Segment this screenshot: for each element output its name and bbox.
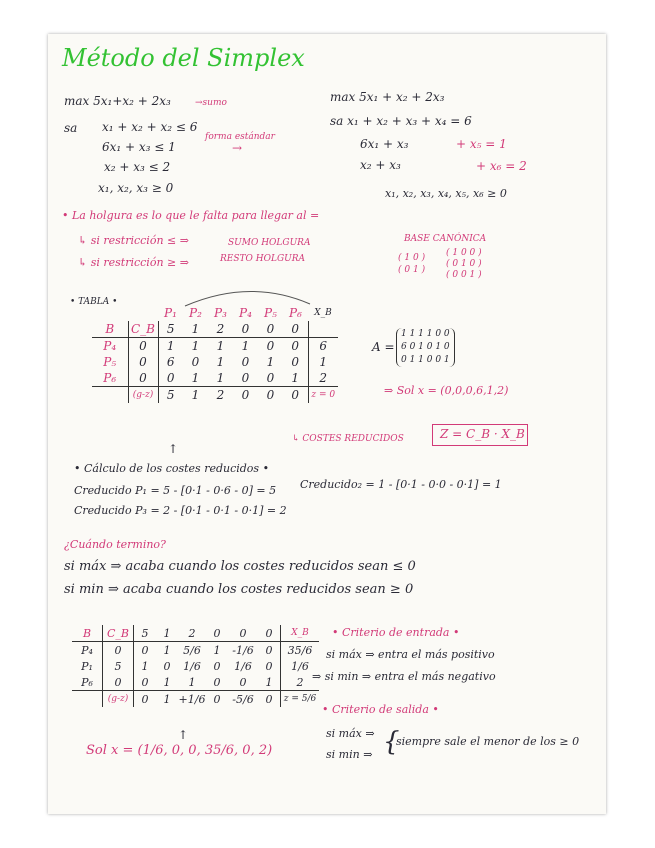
termino-max: si máx ⇒ acaba cuando los costes reducidos sean ≤ 0 [64, 559, 416, 574]
cost-cell: 2 [216, 322, 225, 336]
table-cell: 0 [239, 675, 247, 689]
row-basis: P₆ [81, 675, 93, 689]
table-cell: 0 [266, 339, 275, 353]
table-cell: 0 [134, 674, 157, 691]
calculo-line-1: Creducido P₁ = 5 - [0·1 - 0·6 - 0] = 5 [74, 484, 277, 497]
left-nonnegativity: x₁, x₂, x₃ ≥ 0 [98, 181, 174, 195]
table-cell: 0 [291, 355, 300, 369]
table-cell: 1 [191, 339, 200, 353]
base-matrix-3x3: ( 1 0 0 ) ( 0 1 0 ) ( 0 0 1 ) [446, 248, 482, 280]
right-objective: max 5x₁ + x₂ + 2x₃ [330, 90, 445, 104]
base-matrix-2x2: ( 1 0 ) ( 0 1 ) [398, 253, 426, 275]
col-label: P₃ [214, 306, 227, 320]
cost-cell: 1 [163, 626, 171, 640]
criterio-entrada-title: • Criterio de entrada • [332, 626, 460, 639]
reduced-cell: 0 [241, 388, 250, 402]
table-cell: 0 [213, 675, 221, 689]
table-cell: 0 [241, 371, 250, 385]
termino-min: si min ⇒ acaba cuando los costes reducidos sean ≥ 0 [64, 582, 414, 597]
cost-cell: 2 [188, 626, 196, 640]
xb-label: X_B [314, 308, 332, 318]
table-cell: 1 [216, 355, 225, 369]
col-label: P₆ [289, 306, 302, 320]
table-cell: 0 [213, 659, 221, 673]
sumo-holgura: SUMO HOLGURA [228, 238, 311, 248]
row-cb: 0 [103, 674, 134, 691]
reduced-cell: +1/6 [178, 692, 206, 706]
cb-header: C_B [103, 625, 134, 642]
table-cell: 1 [265, 675, 273, 689]
reduced-cell: 1 [163, 692, 171, 706]
criterio-salida-rule: siempre sale el menor de los ≥ 0 [396, 735, 580, 748]
matrix-a: 1 1 1 1 0 0 6 0 1 0 1 0 0 1 1 0 0 1 [396, 328, 455, 367]
xb-cell: 1/6 [281, 658, 320, 674]
right-constraint-3a: x₂ + x₃ [360, 158, 401, 172]
calculo-line-3: Creducido₂ = 1 - [0·1 - 0·0 - 0·1] = 1 [300, 478, 502, 491]
calculo-line-2: Creducido P₃ = 2 - [0·1 - 0·1 - 0·1] = 2 [74, 504, 287, 517]
reduced-cell: -5/6 [232, 692, 254, 706]
table-cell: 1 [188, 675, 196, 689]
table-cell: 0 [291, 339, 300, 353]
row-basis: P₁ [81, 659, 93, 673]
holgura-definition: • La holgura es lo que le falta para llegar al = [62, 209, 320, 222]
holgura-rule-ge: ↳ si restricción ≥ ⇒ [78, 256, 189, 269]
xb-cell: 2 [281, 674, 320, 691]
xb-cell: 1 [308, 354, 338, 370]
criterio-salida-min: si min ⇒ [326, 748, 373, 761]
z-value: z = 0 [308, 387, 338, 404]
row-basis: P₄ [103, 339, 117, 353]
criterio-entrada-min: ⇒ si min ⇒ entra el más negativo [312, 670, 496, 683]
table-cell: 6 [158, 354, 183, 370]
table-cell: 0 [241, 355, 250, 369]
row-cb: 0 [103, 642, 134, 659]
left-constraint-1: x₁ + x₂ + x₂ ≤ 6 [102, 120, 198, 134]
row-cb: 0 [128, 354, 158, 370]
table-cell: 5/6 [183, 643, 201, 657]
cost-cell: 0 [291, 322, 300, 336]
reduced-cell: 5 [158, 387, 183, 404]
criterio-entrada-max: si máx ⇒ entra el más positivo [326, 648, 495, 661]
solution-1: ⇒ Sol x = (0,0,0,6,1,2) [384, 384, 509, 397]
cost-cell: 5 [158, 321, 183, 338]
xb-label: X_B [281, 625, 320, 642]
row-cb: 0 [128, 338, 158, 355]
cost-cell: 0 [239, 626, 247, 640]
col-label: P₁ [164, 306, 177, 320]
costes-reducidos-label: ↳ COSTES REDUCIDOS [292, 434, 404, 444]
reduced-label: (g-z) [103, 691, 134, 708]
simplex-table-2 [72, 625, 319, 707]
cost-cell: 0 [241, 322, 250, 336]
entry-arrow-icon: ↑ [168, 442, 179, 456]
table-cell: 0 [191, 355, 200, 369]
table-cell: 1/6 [183, 659, 201, 673]
right-constraint-2a: 6x₁ + x₃ [360, 137, 409, 151]
table-cell: 1 [291, 371, 300, 385]
table-cell: 0 [134, 642, 157, 659]
reduced-cell: 1 [191, 388, 200, 402]
forma-estandar-note: forma estándar [205, 132, 275, 142]
termino-question: ¿Cuándo termino? [64, 538, 166, 551]
table-cell: 0 [266, 371, 275, 385]
row-basis: P₅ [103, 355, 117, 369]
table-cell: 1 [191, 371, 200, 385]
xb-cell: 35/6 [281, 642, 320, 659]
table-cell: 0 [158, 370, 183, 387]
left-objective: max 5x₁+x₂ + 2x₃ [64, 94, 171, 108]
left-constraint-2: 6x₁ + x₃ ≤ 1 [102, 140, 176, 154]
reduced-cell: 0 [291, 388, 300, 402]
col-label: P₅ [264, 306, 277, 320]
resto-holgura: RESTO HOLGURA [220, 254, 306, 264]
reduced-label: (g-z) [128, 387, 158, 404]
right-constraint-2b: + x₅ = 1 [456, 137, 507, 151]
col-label: P₄ [239, 306, 252, 320]
matrix-label: A = [372, 340, 395, 354]
reduced-cell: 0 [134, 691, 157, 708]
xb-cell: 2 [308, 370, 338, 387]
tabla-label: • TABLA • [70, 297, 118, 307]
table-cell: 1 [213, 643, 221, 657]
cb-header: C_B [128, 321, 158, 338]
cost-cell: 0 [265, 626, 273, 640]
cost-cell: 5 [134, 625, 157, 642]
table-cell: 0 [163, 659, 171, 673]
brace-icon: { [383, 727, 400, 757]
row-basis: P₄ [81, 643, 93, 657]
reduced-cell: 2 [216, 388, 225, 402]
reduced-cell: 0 [213, 692, 221, 706]
page-title: Método del Simplex [62, 44, 305, 72]
b-header: B [105, 322, 115, 336]
table-cell: 1 [163, 643, 171, 657]
right-nonnegativity: x₁, x₂, x₃, x₄, x₅, x₆ ≥ 0 [385, 187, 507, 200]
z-value: z = 5/6 [281, 691, 320, 708]
table-cell: 1/6 [234, 659, 252, 673]
entry-arrow-icon: ↑ [178, 728, 189, 742]
reduced-cell: 0 [266, 388, 275, 402]
table-cell: 1 [266, 355, 275, 369]
cost-cell: 0 [266, 322, 275, 336]
table-cell: 1 [158, 338, 183, 355]
calculo-title: • Cálculo de los costes reducidos • [74, 462, 270, 475]
table-cell: 0 [265, 659, 273, 673]
reduced-cell: 0 [265, 692, 273, 706]
table-cell: 1 [216, 371, 225, 385]
table-cell: 1 [163, 675, 171, 689]
table-cell: 1 [134, 658, 157, 674]
row-cb: 5 [103, 658, 134, 674]
solution-2: Sol x = (1/6, 0, 0, 35/6, 0, 2) [86, 743, 273, 758]
right-constraint-3b: + x₆ = 2 [476, 159, 527, 173]
cost-cell: 0 [213, 626, 221, 640]
col-label: P₂ [189, 306, 202, 320]
base-canonica-title: BASE CANÓNICA [404, 234, 487, 244]
right-constraint-1: sa x₁ + x₂ + x₃ + x₄ = 6 [330, 114, 472, 128]
left-sa-label: sa [64, 121, 78, 135]
table-cell: 1 [216, 339, 225, 353]
left-constraint-3: x₂ + x₃ ≤ 2 [104, 160, 171, 174]
table-cell: 0 [265, 643, 273, 657]
holgura-rule-le: ↳ si restricción ≤ ⇒ [78, 234, 189, 247]
cost-cell: 1 [191, 322, 200, 336]
z-formula: Z = C_B · X_B [440, 427, 525, 441]
forma-arrow: → [232, 141, 243, 155]
row-cb: 0 [128, 370, 158, 387]
row-basis: P₆ [103, 371, 117, 385]
table-cell: 1 [241, 339, 250, 353]
sumo-note: →sumo [195, 98, 227, 108]
b-header: B [82, 626, 92, 640]
xb-cell: 6 [308, 338, 338, 355]
criterio-salida-title: • Criterio de salida • [322, 703, 439, 716]
simplex-table-1 [92, 305, 338, 403]
criterio-salida-max: si máx ⇒ [326, 727, 375, 740]
table-cell: -1/6 [232, 643, 254, 657]
